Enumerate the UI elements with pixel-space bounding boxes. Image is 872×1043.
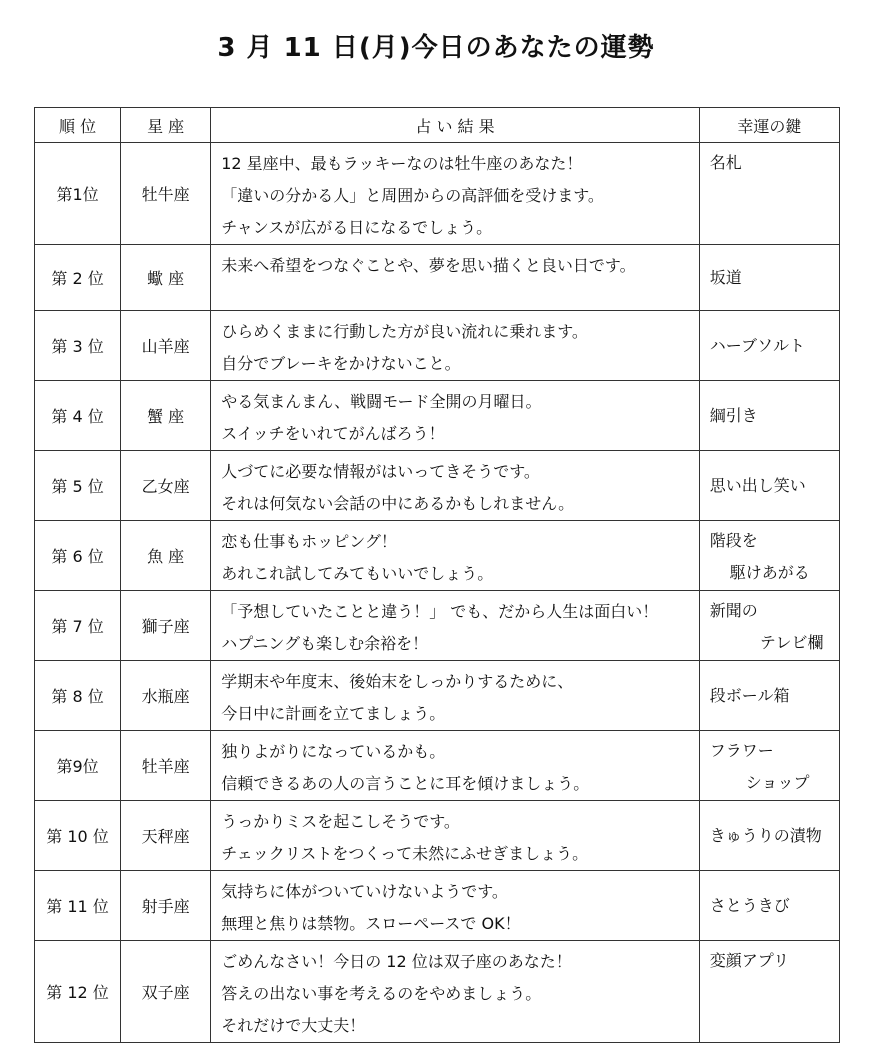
sign-cell: 水瓶座: [121, 661, 211, 731]
lucky-key-cell: [699, 801, 839, 871]
lucky-key-cell: [699, 941, 839, 1043]
lucky-key-cell: [699, 661, 839, 731]
lucky-key-text: 坂道: [709, 267, 742, 287]
header-lucky-key: 幸運の鍵: [699, 108, 839, 143]
result-cell: [211, 381, 700, 451]
lucky-key-cell: [699, 871, 839, 941]
result-line: 「違いの分かる人」と周囲からの高評価を受けます。: [221, 186, 604, 205]
result-line: 無理と焦りは禁物。スローペースで OK！: [221, 914, 521, 933]
result-line: 未来へ希望をつなぐことや、夢を思い描くと良い日です。: [221, 256, 636, 275]
result-line: 学期末や年度末、後始末をしっかりするために、: [221, 672, 574, 691]
lucky-key-text: 階段を: [709, 531, 758, 550]
lucky-key-text: 変顔アプリ: [709, 951, 790, 970]
table-row: [35, 591, 840, 661]
lucky-key-text: 名札: [709, 153, 742, 172]
result-cell: [211, 311, 700, 381]
sign-cell: 牡牛座: [121, 143, 211, 245]
result-line: 恋も仕事もホッピング！: [221, 532, 397, 551]
result-line: やる気まんまん、戦闘モード全開の月曜日。: [221, 392, 542, 411]
lucky-key-text: 段ボール箱: [709, 685, 790, 705]
result-line: ハプニングも楽しむ余裕を！: [221, 634, 429, 653]
result-line: それは何気ない会話の中にあるかもしれません。: [221, 494, 575, 513]
fortune-table: [34, 107, 840, 1043]
result-line: ごめんなさい！今日の 12 位は双子座のあなた！: [221, 952, 572, 971]
lucky-key-text: ショップ: [745, 773, 810, 792]
lucky-key-text: テレビ欄: [759, 633, 824, 652]
table-row: [35, 941, 840, 1043]
lucky-key-cell: [699, 143, 839, 245]
lucky-key-cell: [699, 521, 839, 591]
result-cell: [211, 245, 700, 311]
lucky-key-cell: [699, 381, 839, 451]
rank-cell: 第 5 位: [35, 451, 121, 521]
lucky-key-text: さとうきび: [709, 895, 790, 915]
table-row: [35, 143, 840, 245]
result-cell: [211, 661, 700, 731]
table-row: [35, 731, 840, 801]
result-cell: [211, 801, 700, 871]
rank-cell: 第 11 位: [35, 871, 121, 941]
lucky-key-text: フラワー: [709, 741, 774, 760]
result-cell: [211, 143, 700, 245]
rank-cell: 第 4 位: [35, 381, 121, 451]
result-cell: [211, 941, 700, 1043]
table-row: [35, 381, 840, 451]
result-cell: [211, 521, 700, 591]
result-line: 独りよがりになっているかも。: [221, 742, 446, 761]
lucky-key-cell: [699, 245, 839, 311]
header-result: 占 い 結 果: [211, 108, 700, 143]
lucky-key-text: きゅうりの漬物: [709, 825, 822, 845]
result-cell: [211, 871, 700, 941]
sign-cell: 乙女座: [121, 451, 211, 521]
lucky-key-text: 思い出し笑い: [709, 475, 806, 495]
rank-cell: 第1位: [35, 143, 121, 245]
table-header-row: [35, 108, 840, 143]
result-line: 「予想していたことと違う！」 でも、だから人生は面白い！: [221, 602, 659, 621]
result-line: あれこれ試してみてもいいでしょう。: [221, 564, 494, 583]
result-line: それだけで大丈夫！: [221, 1016, 366, 1035]
lucky-key-text: 綱引き: [709, 405, 758, 425]
table-row: [35, 311, 840, 381]
result-line: チャンスが広がる日になるでしょう。: [221, 218, 493, 237]
sign-cell: 双子座: [121, 941, 211, 1043]
sign-cell: 魚 座: [121, 521, 211, 591]
sign-cell: 射手座: [121, 871, 211, 941]
header-rank: 順 位: [35, 108, 121, 143]
result-line: チェックリストをつくって未然にふせぎましょう。: [221, 844, 589, 863]
result-cell: [211, 731, 700, 801]
table-row: [35, 801, 840, 871]
lucky-key-cell: [699, 591, 839, 661]
lucky-key-text: 新聞の: [709, 601, 758, 620]
result-line: 信頼できるあの人の言うことに耳を傾けましょう。: [221, 774, 590, 793]
sign-cell: 天秤座: [121, 801, 211, 871]
sign-cell: 山羊座: [121, 311, 211, 381]
sign-cell: 獅子座: [121, 591, 211, 661]
result-cell: [211, 591, 700, 661]
rank-cell: 第 10 位: [35, 801, 121, 871]
result-line: うっかりミスを起こしそうです。: [221, 812, 460, 831]
lucky-key-text: 駆けあがる: [729, 563, 810, 582]
rank-cell: 第 3 位: [35, 311, 121, 381]
result-line: 答えの出ない事を考えるのをやめましょう。: [221, 984, 542, 1003]
rank-cell: 第 6 位: [35, 521, 121, 591]
table-row: [35, 661, 840, 731]
lucky-key-cell: [699, 311, 839, 381]
lucky-key-cell: [699, 731, 839, 801]
lucky-key-text: ハーブソルト: [709, 335, 805, 355]
result-line: 人づてに必要な情報がはいってきそうです。: [221, 462, 540, 481]
rank-cell: 第 2 位: [35, 245, 121, 311]
table-row: [35, 871, 840, 941]
sign-cell: 蠍 座: [121, 245, 211, 311]
table-row: [35, 245, 840, 311]
page-title: 3 月 11 日(月)今日のあなたの運勢: [217, 33, 655, 63]
table-row: [35, 451, 840, 521]
result-line: ひらめくままに行動した方が良い流れに乗れます。: [221, 322, 588, 341]
sign-cell: 蟹 座: [121, 381, 211, 451]
rank-cell: 第 12 位: [35, 941, 121, 1043]
rank-cell: 第 8 位: [35, 661, 121, 731]
result-line: 気持ちに体がついていけないようです。: [221, 882, 508, 901]
rank-cell: 第9位: [35, 731, 121, 801]
sign-cell: 牡羊座: [121, 731, 211, 801]
table-row: [35, 521, 840, 591]
lucky-key-cell: [699, 451, 839, 521]
result-line: 12 星座中、最もラッキーなのは牡牛座のあなた！: [221, 154, 583, 173]
rank-cell: 第 7 位: [35, 591, 121, 661]
header-sign: 星 座: [121, 108, 211, 143]
result-line: スイッチをいれてがんばろう！: [221, 424, 445, 443]
result-line: 今日中に計画を立てましょう。: [221, 704, 446, 723]
result-line: 自分でブレーキをかけないこと。: [221, 354, 461, 373]
result-cell: [211, 451, 700, 521]
